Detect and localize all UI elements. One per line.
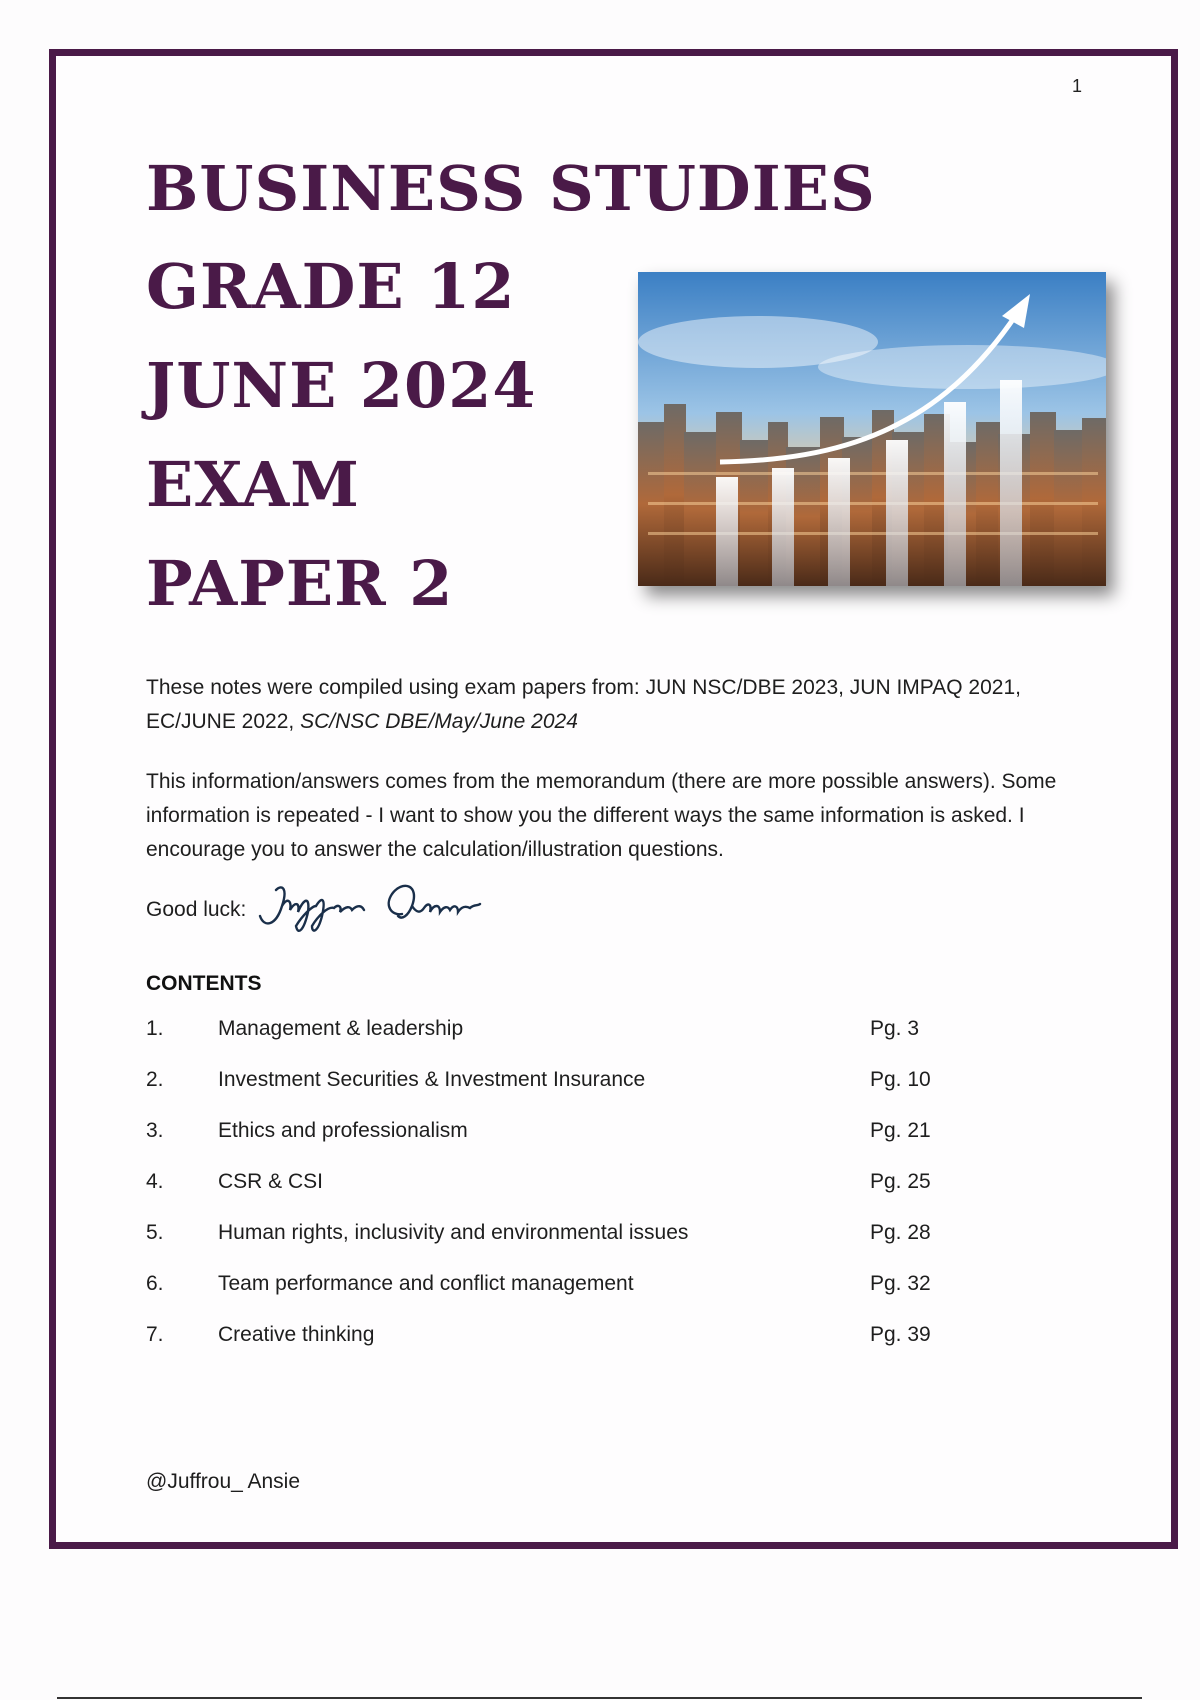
signature-image <box>252 876 482 938</box>
toc-number: 4. <box>146 1170 164 1193</box>
toc-number: 6. <box>146 1272 164 1295</box>
toc-page: Pg. 28 <box>870 1221 931 1244</box>
sources-paragraph <box>146 671 1086 739</box>
toc-number: 7. <box>146 1323 164 1346</box>
toc-row <box>146 1170 1046 1221</box>
title-line-exam: EXAM <box>146 448 360 521</box>
author-handle: @Juffrou_ Ansie <box>146 1470 301 1493</box>
toc-number: 2. <box>146 1068 164 1091</box>
toc-title: Ethics and professionalism <box>218 1119 468 1142</box>
toc-number: 3. <box>146 1119 164 1142</box>
title-line-date: JUNE 2024 <box>146 349 537 422</box>
toc-page: Pg. 21 <box>870 1119 931 1142</box>
table-of-contents <box>146 1017 1046 1374</box>
bottom-divider <box>57 1697 1142 1699</box>
toc-page: Pg. 25 <box>870 1170 931 1193</box>
toc-row <box>146 1068 1046 1119</box>
title-line-paper: PAPER 2 <box>146 547 454 620</box>
contents-heading: CONTENTS <box>146 972 262 995</box>
toc-page: Pg. 39 <box>870 1323 931 1346</box>
sources-italic: SC/NSC DBE/May/June 2024 <box>300 710 578 733</box>
toc-number: 1. <box>146 1017 164 1040</box>
toc-page: Pg. 32 <box>870 1272 931 1295</box>
good-luck-label: Good luck: <box>146 898 247 921</box>
toc-row <box>146 1017 1046 1068</box>
toc-title: Investment Securities & Investment Insurance <box>218 1068 646 1091</box>
toc-title: Team performance and conflict management <box>218 1272 634 1295</box>
toc-title: Creative thinking <box>218 1323 375 1346</box>
toc-row <box>146 1323 1046 1374</box>
good-luck-line <box>146 880 482 940</box>
toc-row <box>146 1119 1046 1170</box>
toc-row <box>146 1221 1046 1272</box>
sources-text: These notes were compiled using exam papers from: JUN NSC/DBE 2023, JUN IMPAQ 2021, EC/JUNE 2022, <box>146 676 1021 733</box>
memo-paragraph: This information/answers comes from the memorandum (there are more possible answers). Some information is repeated - I want to show you the different ways the same information is asked. I encourage you to answer the calculation/illustration questions. <box>146 770 1057 861</box>
toc-row <box>146 1272 1046 1323</box>
title-line-subject: BUSINESS STUDIES <box>146 152 876 225</box>
title-line-grade: GRADE 12 <box>146 250 516 323</box>
toc-page: Pg. 3 <box>870 1017 920 1040</box>
toc-title: CSR & CSI <box>218 1170 324 1193</box>
page-number: 1 <box>1072 76 1083 96</box>
toc-title: Management & leadership <box>218 1017 464 1040</box>
toc-number: 5. <box>146 1221 164 1244</box>
city-growth-chart-image <box>638 272 1106 586</box>
toc-page: Pg. 10 <box>870 1068 931 1091</box>
toc-title: Human rights, inclusivity and environmental issues <box>218 1221 689 1244</box>
